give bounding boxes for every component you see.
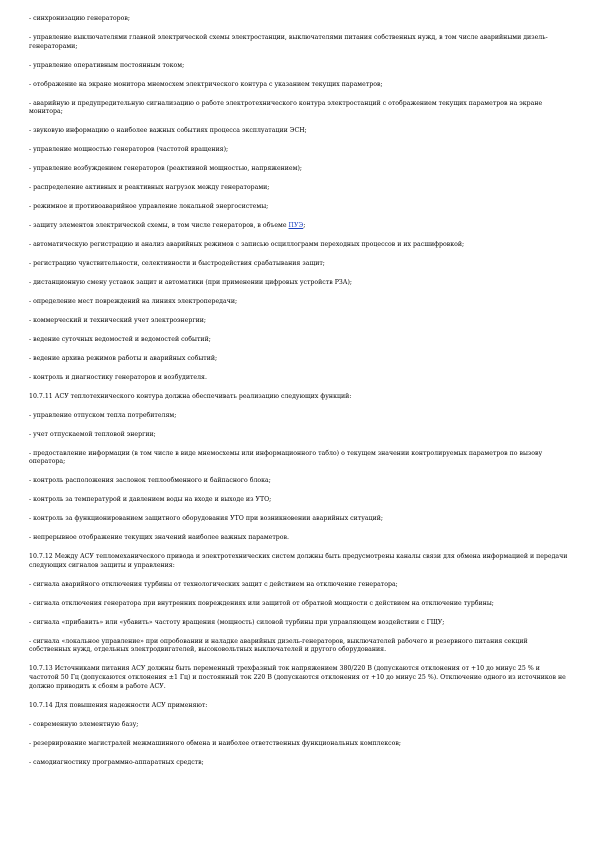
section-heading-10-7-14: 10.7.14 Для повышения надежности АСУ применяют: [29, 701, 208, 709]
paragraph: - сигнала аварийного отключения турбины от технологических защит с действием на отключение генератора; [29, 580, 398, 588]
paragraph: - сигнала «локальное управление» при опробовании и наладке аварийных дизель-генераторов, выключателей рабочего и резервного питания секций собственных нужд, отдельных электродвигателей, высоковольтных выключателей и другого оборудования. [29, 637, 528, 654]
paragraph: - сигнала «прибавить» или «убавить» частоту вращения (мощность) силовой турбины при управляющем воздействии с ГЩУ; [29, 618, 445, 626]
paragraph: - защиту элементов электрической схемы, в том числе генераторов, в объеме ПУЭ; [29, 222, 306, 230]
paragraph: - управление мощностью генераторов (частотой вращения); [29, 146, 229, 154]
paragraph: - управление возбуждением генераторов (реактивной мощностью, напряжением); [29, 165, 302, 173]
paragraph: - дистанционную смену уставок защит и автоматики (при применении цифровых устройств РЗА); [29, 278, 352, 286]
paragraph: - непрерывное отображение текущих значений наиболее важных параметров. [29, 534, 289, 542]
paragraph: - отображение на экране монитора мнемосхем электрического контура с указанием текущих параметров; [29, 80, 383, 88]
paragraph: - предоставление информации (в том числе в виде мнемосхемы или информационного табло) о текущем значении контролируемых параметров по вызову оператора; [29, 449, 543, 466]
paragraph: - определение мест повреждений на линиях электропередачи; [29, 297, 238, 305]
section-heading-10-7-11: 10.7.11 АСУ теплотехнического контура должна обеспечивать реализацию следующих функций: [29, 392, 352, 400]
paragraph: - резервирование магистралей межмашинного обмена и наиболее ответственных функциональных комплексов; [29, 739, 402, 747]
paragraph: - регистрацию чувствительности, селективности и быстродействия срабатывания защит; [29, 260, 325, 267]
paragraph: - ведение архива режимов работы и аварийных событий; [29, 354, 218, 362]
paragraph: - управление отпуском тепла потребителям; [29, 411, 177, 419]
paragraph: - контроль расположения заслонок теплообменного и байпасного блока; [29, 477, 271, 485]
paragraph: - коммерческий и технический учет электроэнергии; [29, 316, 206, 324]
paragraph: - учет отпускаемой тепловой энергии; [29, 430, 156, 438]
paragraph: - синхронизацию генераторов; [29, 15, 131, 22]
paragraph: - аварийную и предупредительную сигнализацию о работе электротехнического контура электростанций с отображением текущих параметров на экране монитора; [29, 99, 543, 116]
paragraph: - ведение суточных ведомостей и ведомостей событий; [29, 335, 211, 343]
paragraph: - автоматическую регистрацию и анализ аварийных режимов с записью осциллограмм переходных процессов и их расшифровкой; [29, 241, 465, 249]
paragraph: - управление выключателями главной электрической схемы электростанции, выключателями питания собственных нужд, в том числе аварийными дизель-генераторами; [29, 33, 548, 50]
document-page [29, 15, 569, 778]
paragraph: - самодиагностику программно-аппаратных средств; [29, 758, 204, 766]
section-heading-10-7-12: 10.7.12 Между АСУ тепломеханического привода и электротехнических систем должны быть предусмотрены каналы связи для обмена информацией и передачи следующих сигналов защиты и управления: [29, 553, 568, 569]
pue-link[interactable]: ПУЭ [288, 222, 304, 230]
paragraph: - режимное и противоаварийное управление локальной энергосистемы; [29, 203, 269, 211]
paragraph: - распределение активных и реактивных нагрузок между генераторами; [29, 184, 270, 192]
paragraph: - звуковую информацию о наиболее важных событиях процесса эксплуатации ЭСН; [29, 127, 307, 135]
paragraph: - управление оперативным постоянным током; [29, 61, 185, 69]
paragraph: - контроль и диагностику генераторов и возбудителя. [29, 373, 207, 381]
paragraph: - сигнала отключения генератора при внутренних повреждениях или защитой от обратной мощности с действием на отключение турбины; [29, 599, 494, 607]
paragraph: - контроль за функционированием защитного оборудования УТО при возникновении аварийных ситуаций; [29, 515, 384, 523]
section-heading-10-7-13: 10.7.13 Источниками питания АСУ должны быть переменный трехфазный ток напряжением 380/220 В (допускаются отклонения от +10 до минус 25 % и частотой 50 Гц (допускаются отклонения ±1 Гц) и постоянный ток 220 В (допускаются отклонения от +10 до минус 25 %). Отключение одного из источников не должно приводить к сбоям в работе АСУ. [29, 665, 566, 690]
paragraph: - современную элементную базу; [29, 720, 139, 728]
paragraph: - контроль за температурой и давлением воды на входе и выходе из УТО; [29, 496, 272, 504]
